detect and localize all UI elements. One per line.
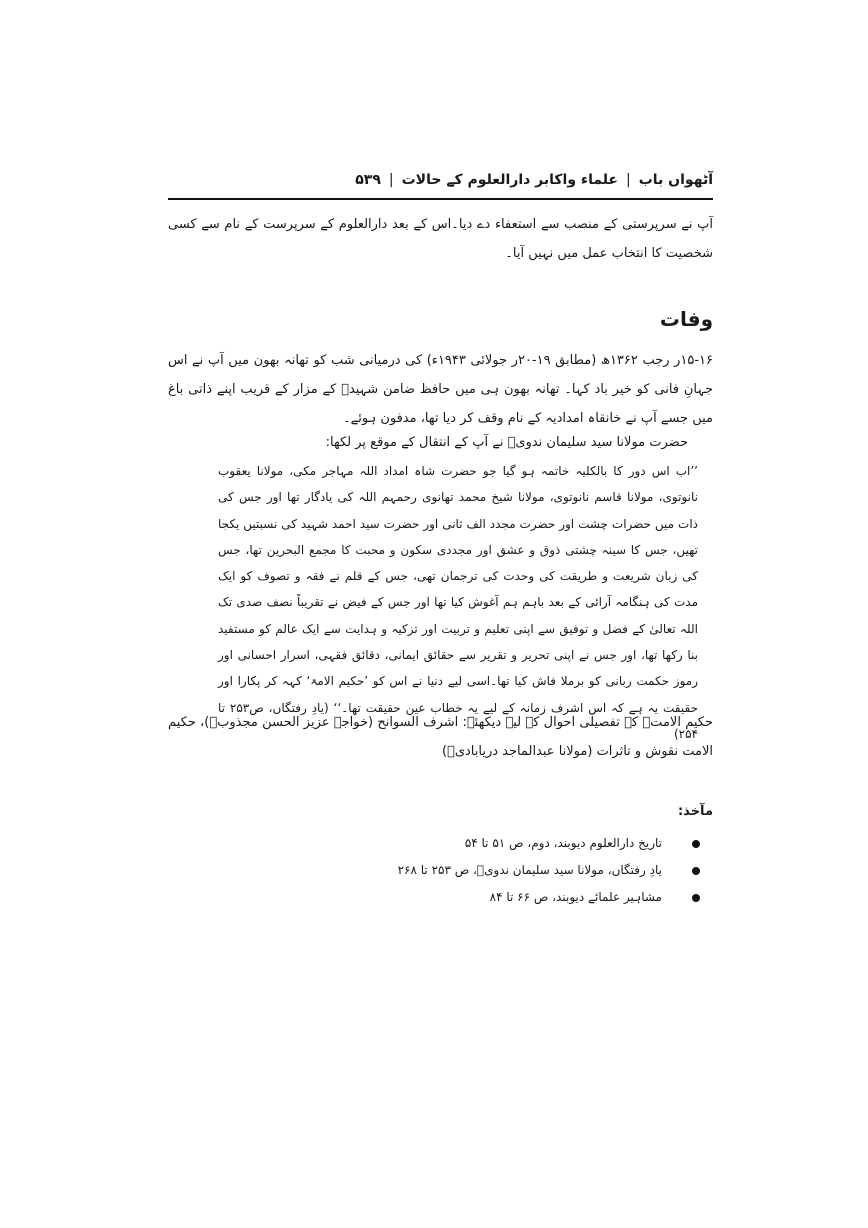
header-separator: | bbox=[626, 172, 631, 188]
quote-intro: حضرت مولانا سید سلیمان ندویؒ نے آپ کے انتقال کے موقع پر لکھا: bbox=[325, 435, 688, 450]
afterword-paragraph: حکیم الامتؒ کے تفصیلی احوال کے لیے دیکھئے: اشرف السوانح (خواجہ عزیز الحسن مجذوبؒ)، حکیم الامت نقوش و تاثرات (مولانا عبدالماجد دریابادیؒ) bbox=[168, 715, 713, 759]
source-text: مشاہیر علمائے دیوبند، ص ۶۶ تا ۸۴ bbox=[489, 890, 662, 904]
block-quote: ’’اب اس دور کا بالکلیہ خاتمہ ہو گیا جو حضرت شاہ امداد اللہ مہاجر مکی، مولانا یعقوب نانوتوی، مولانا قاسم نانوتوی، مولانا شیخ محمد تھانوی رحمہم اللہ کی یادگار تھا اور جس کی ذات میں حضرات چشت اور حضرت مجدد الف ثانی اور حضرت سید احمد شہید کی نسبتیں یکجا تھیں، جس کا سینہ چشتی ذوق و عشق اور مجددی سکون و محبت کا مجمع البحرین تھا، جس کی زبان شریعت و طریقت کی وحدت کی ترجمان تھی، جس کے قلم نے فقہ و تصوف کو ایک مدت کی ہنگامہ آرائی کے بعد باہم ہم آغوش کیا تھا اور جس کے فیض نے تقریباً نصف صدی تک اللہ تعالیٰ کے فضل و توفیق سے اپنی تعلیم و تربیت اور تزکیہ و ہدایت سے ایک عالم کو مستفید بنا رکھا تھا، اور جس نے اپنی تحریر و تقریر سے حقائق ایمانی، دقائق فقہی، اسرار احسانی اور رموز حکمت ربانی کو برملا فاش کیا تھا۔اسی لیے دنیا نے اس کو ’حکیم الامۃ‘ کہہ کر پکارا اور حقیقت یہ ہے کہ اس اشرف زمانہ کے لیے یہ خطاب عین حقیقت تھا۔‘‘ (یادِ رفتگاں، ص۲۵۳ تا ۲۵۴) bbox=[218, 464, 698, 741]
section-heading: وفات bbox=[659, 307, 713, 331]
chapter-title: علماء واکابر دارالعلوم کے حالات bbox=[401, 172, 618, 188]
list-item bbox=[380, 857, 700, 884]
wafat-paragraph: ۱۵-۱۶ر رجب ۱۳۶۲ھ (مطابق ۱۹-۲۰ر جولائی ۱۹۴۳ء) کی درمیانی شب کو تھانہ بھون میں آپ نے اس جہانِ فانی کو خیر باد کہا۔ تھانہ بھون ہی میں حافظ ضامن شہیدؒ کے مزار کے قریب اپنے ذاتی باغ میں جسے آپ نے خانقاہ امدادیہ کے نام وقف کر دیا تھا، مدفون ہوئے۔ bbox=[168, 353, 714, 426]
bullet-icon bbox=[692, 867, 700, 875]
page-number: ۵۳۹ bbox=[355, 172, 381, 188]
running-header bbox=[168, 168, 713, 192]
bullet-icon bbox=[692, 894, 700, 902]
sources-list bbox=[380, 830, 700, 911]
source-text: یادِ رفتگاں، مولانا سید سلیمان ندویؒ، ص ۲۵۳ تا ۲۶۸ bbox=[397, 863, 662, 877]
header-rule bbox=[168, 198, 713, 200]
bullet-icon bbox=[692, 840, 700, 848]
header-separator: | bbox=[388, 172, 394, 188]
chapter-label: آٹھواں باب bbox=[638, 172, 713, 188]
list-item bbox=[380, 884, 700, 911]
source-text: تاریخ دارالعلوم دیوبند، دوم، ص ۵۱ تا ۵۴ bbox=[464, 836, 662, 850]
list-item bbox=[380, 830, 700, 857]
intro-paragraph: آپ نے سرپرستی کے منصب سے استعفاء دے دیا۔اس کے بعد دارالعلوم کے سرپرست کے نام سے کسی شخصیت کا انتخاب عمل میں نہیں آیا۔ bbox=[168, 217, 713, 261]
sources-label: مآخذ: bbox=[677, 804, 713, 819]
